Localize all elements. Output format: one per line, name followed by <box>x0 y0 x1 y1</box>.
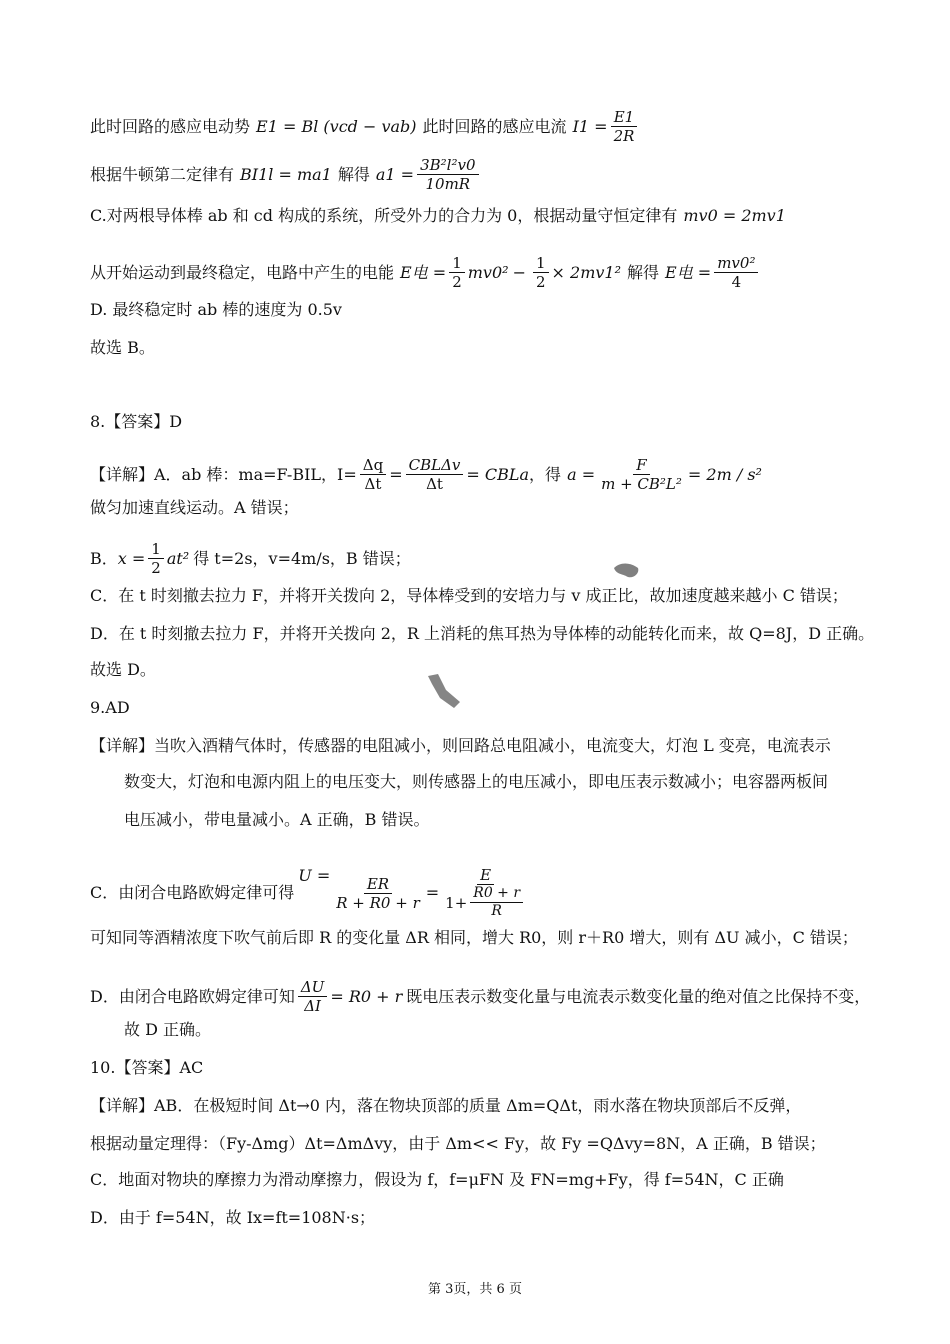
formula-term: mv0² <box>467 262 509 282</box>
formula-momentum: mv0 = 2mv1 <box>683 206 786 225</box>
line-uniform-accel: 做匀加速直线运动。A 错误； <box>90 498 299 517</box>
line-momentum <box>90 206 890 226</box>
line-q10-momentum: 根据动量定理得：（Fy-Δmg）Δt=ΔmΔvy，由于 Δm<< Fy，故 Fy =QΔvy=8N，A 正确，B 错误； <box>90 1134 826 1153</box>
text: B． <box>90 548 118 568</box>
formula-op: = <box>389 464 403 484</box>
line-choose-b: 故选 B。 <box>90 338 155 357</box>
line-d-answer: D. 最终稳定时 ab 棒的速度为 0.5v <box>90 300 342 319</box>
fraction-e: E 1+ $\frac{R0 + r}{R}$ <box>442 866 529 920</box>
text: 从开始运动到最终稳定，电路中产生的电能 <box>90 262 395 282</box>
line-q8-detail <box>90 456 890 493</box>
formula-cbla: = CBLa <box>466 464 530 484</box>
line-q9-delta: 可知同等酒精浓度下吹气前后即 R 的变化量 ΔR 相同，增大 R0，则 r＋R0 增大，则有 ΔU 减小，C 错误； <box>90 928 858 947</box>
smudge-mark <box>424 672 464 712</box>
line-q8-d: D．在 t 时刻撤去拉力 F，并将开关拨向 2，R 上消耗的焦耳热为导体棒的动能转化而来，故 Q=8J，D 正确。 <box>90 624 875 643</box>
fraction-half: $\frac{1}{2}$ <box>449 254 465 291</box>
q9-answer: 9.AD <box>90 698 130 717</box>
formula-energy-result: E电 = <box>665 262 712 282</box>
text: 解得 <box>627 262 660 282</box>
fraction-half: $\frac{1}{2}$ <box>148 540 164 577</box>
formula-u: U = <box>298 866 331 885</box>
line-q9-detail-3: 电压减小，带电量减小。A 正确，B 错误。 <box>124 810 430 829</box>
text: 【详解】A．ab 棒：ma=F-BIL，I= <box>90 464 357 484</box>
formula-at2: at² <box>166 548 190 568</box>
formula-a1: a1 = <box>375 164 415 184</box>
line-q9-detail-2: 数变大，灯泡和电源内阻上的电压变大，则传感器上的电压减小，即电压表示数减小；电容器两板间 <box>124 772 829 791</box>
text: 根据牛顿第二定律有 <box>90 164 235 184</box>
text: C.对两根导体棒 ab 和 cd 构成的系统，所受外力的合力为 0，根据动量守恒定律有 <box>90 206 678 225</box>
line-q9-detail: 【详解】当吹入酒精气体时，传感器的电阻减小，则回路总电阻减小，电流变大，灯泡 L 变亮，电流表示 <box>90 736 831 755</box>
text: C．由闭合电路欧姆定律可得 <box>90 883 295 902</box>
formula-energy: E电 = <box>400 262 447 282</box>
text: 解得 <box>337 164 370 184</box>
line-q10-d: D．由于 f=54N，故 Ix=ft=108N·s； <box>90 1208 376 1227</box>
formula-i1: I1 = <box>572 116 608 136</box>
smudge-mark <box>612 560 642 582</box>
line-q8-c: C．在 t 时刻撤去拉力 F，并将开关拨向 2，导体棒受到的安培力与 v 成正比，故加速度越来越小 C 错误； <box>90 586 848 605</box>
q8-answer: 8.【答案】D <box>90 412 183 431</box>
fraction-dq: $\frac{\Delta q}{\Delta t}$ <box>360 456 386 493</box>
fraction-du: $\frac{\Delta U}{\Delta I}$ <box>298 978 327 1015</box>
fraction-half: $\frac{1}{2}$ <box>533 254 549 291</box>
line-q10-c: C．地面对物块的摩擦力为滑动摩擦力，假设为 f，f=μFN 及 FN=mg+Fy，得 f=54N，C 正确 <box>90 1170 784 1189</box>
text: 此时回路的感应电动势 <box>90 116 251 136</box>
fraction-cbl: $\frac{\text{CBLΔv}}{\Delta t}$ <box>406 456 464 493</box>
page-footer: 第 3页，共 6 页 <box>428 1282 522 1297</box>
fraction-a1: $\frac{\text{3B²l²v0}}{10mR}$ <box>417 156 478 193</box>
line-newton <box>90 156 890 193</box>
formula-r0r: = R0 + r <box>330 986 403 1006</box>
line-choose-d: 故选 D。 <box>90 660 156 679</box>
line-q8-b <box>90 540 890 577</box>
formula-emf: E1 = Bl (vcd − vab) <box>256 116 417 136</box>
formula-a: a = <box>567 464 596 484</box>
fraction-a: $\frac{F}{\text{m + CB²L²}}$ <box>601 456 682 493</box>
fraction-er: $\frac{ER}{R + R0 + r}$ <box>336 874 420 912</box>
formula-term: × 2mv1² <box>551 262 621 282</box>
line-emf <box>90 108 890 145</box>
text: D．由闭合电路欧姆定律可知 <box>90 986 295 1006</box>
fraction-i1: $\frac{E1}{2R}$ <box>611 108 638 145</box>
line-q9-d <box>90 978 890 1015</box>
fraction-energy: $\frac{\text{mv0²}}{4}$ <box>714 254 758 291</box>
formula-op: − <box>512 262 526 282</box>
line-q9-c <box>90 866 890 920</box>
formula-op: = <box>425 883 440 902</box>
formula-a-result: = 2m / s² <box>687 464 762 484</box>
text: 得 t=2s，v=4m/s，B 错误； <box>193 548 411 568</box>
formula-newton: BI1l = ma1 <box>240 164 332 184</box>
line-d-correct: 故 D 正确。 <box>124 1020 212 1039</box>
text: ，得 <box>529 464 562 484</box>
text: 此时回路的感应电流 <box>422 116 567 136</box>
text: 既电压表示数变化量与电流表示数变化量的绝对值之比保持不变， <box>406 986 871 1006</box>
line-energy <box>90 254 890 291</box>
q10-answer: 10.【答案】AC <box>90 1058 204 1077</box>
line-q10-detail: 【详解】AB．在极短时间 Δt→0 内，落在物块顶部的质量 Δm=QΔt，雨水落在物块顶部后不反弹， <box>90 1096 802 1115</box>
formula-x: x = <box>117 548 146 568</box>
